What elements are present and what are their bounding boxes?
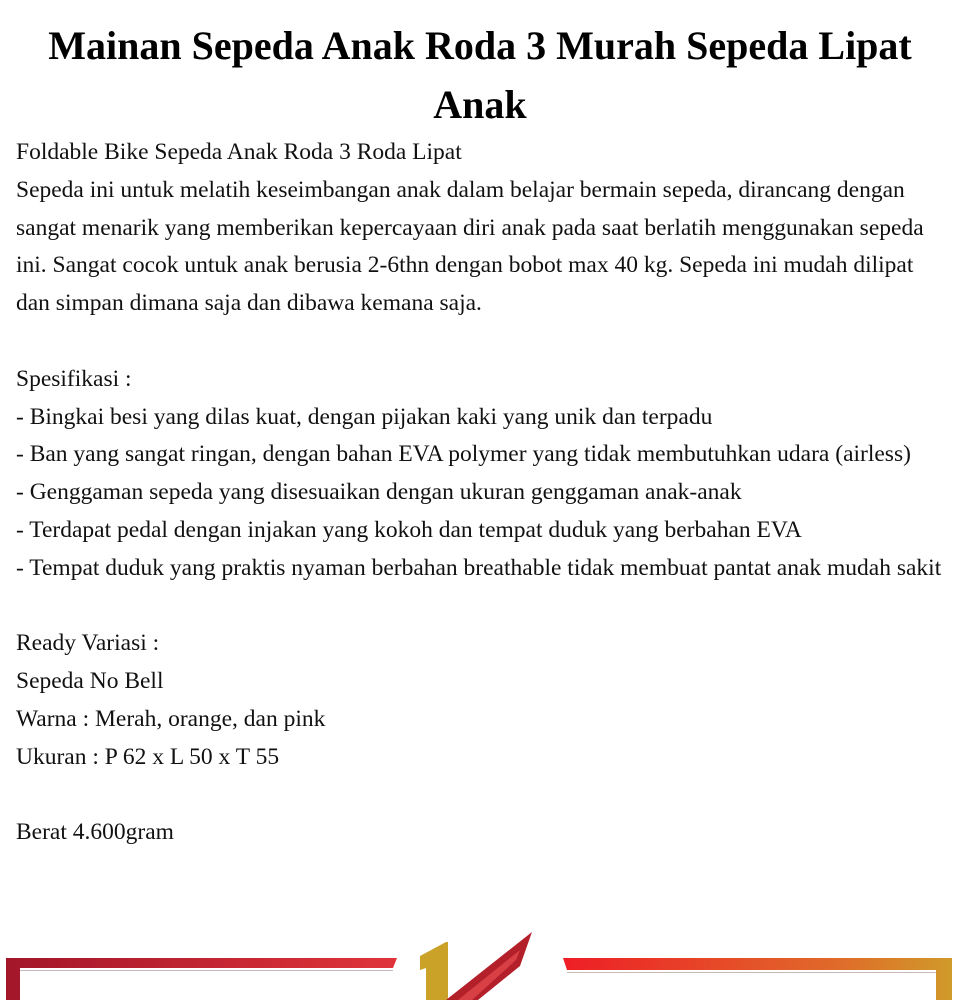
variant-heading: Ready Variasi :	[16, 630, 160, 657]
description-paragraph: Sepeda ini untuk melatih keseimbangan anak dalam belajar bermain sepeda, dirancang dengan sangat menarik yang memberikan kepercayaan diri anak pada saat berlatih menggunakan sepeda ini. Sangat cocok untuk anak berusia 2-6thn dengan bobot max 40 kg. Sepeda ini mudah dilipat dan simpan dimana saja dan dibawa kemana saja.	[16, 176, 924, 317]
spec-heading: Spesifikasi :	[16, 365, 132, 392]
spec-item: - Genggaman sepeda yang disesuaikan dengan ukuran genggaman anak-anak	[16, 479, 742, 506]
spec-item: - Tempat duduk yang praktis nyaman berbahan breathable tidak membuat pantat anak mudah sakit	[16, 554, 942, 581]
spec-item: - Ban yang sangat ringan, dengan bahan EVA polymer yang tidak membutuhkan udara (airless)	[16, 441, 911, 468]
banner-left-frame	[6, 958, 397, 1000]
banner-right-frame	[563, 958, 952, 1000]
spacer	[16, 323, 944, 361]
page-title: Mainan Sepeda Anak Roda 3 Murah Sepeda Lipat Anak	[48, 23, 912, 127]
spec-item: - Bingkai besi yang dilas kuat, dengan pijakan kaki yang unik dan terpadu	[16, 403, 713, 430]
spacer	[16, 777, 944, 815]
variant-item: Ukuran : P 62 x L 50 x T 55	[16, 743, 280, 770]
spacer	[16, 588, 944, 626]
variant-item: Warna : Merah, orange, dan pink	[16, 705, 326, 732]
number-one-logo	[420, 932, 532, 1000]
variant-item: Sepeda No Bell	[16, 668, 164, 695]
promo-banner	[0, 930, 960, 1000]
product-description	[0, 134, 960, 852]
spec-item: - Terdapat pedal dengan injakan yang kokoh dan tempat duduk yang berbahan EVA	[16, 516, 802, 543]
product-name: Foldable Bike Sepeda Anak Roda 3 Roda Lipat	[16, 139, 462, 165]
weight-text: Berat 4.600gram	[16, 819, 174, 846]
